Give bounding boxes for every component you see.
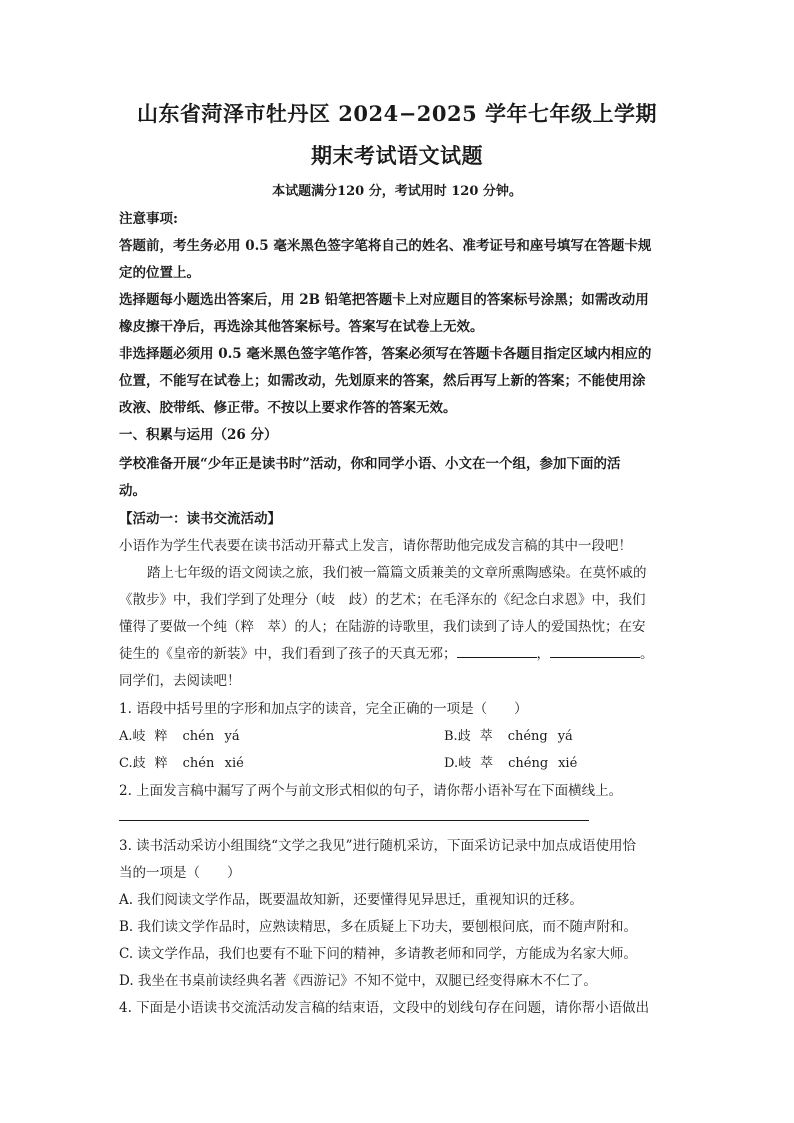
intro-line: 学校准备开展“少年正是读书时”活动，你和同学小语、小文在一个组，参加下面的活 — [119, 456, 621, 472]
speech-line: 《散步》中，我们学到了处理分（岐 歧）的艺术；在毛泽东的《纪念白求恩》中，我们 — [119, 592, 646, 608]
notice-line: 非选择题必须用 0.5 毫米黑色签字笔作答，答案必须写在答题卡各题目指定区域内相应的 — [119, 346, 652, 362]
activity-intro: 小语作为学生代表要在读书活动开幕式上发言，请你帮助他完成发言稿的其中一段吧！ — [119, 538, 632, 554]
q3-option-d[interactable]: D. 我坐在书桌前读经典名著《西游记》不知不觉中，双腿已经变得麻木不仁了。 — [119, 973, 597, 989]
speech-line: 懂得了要做一个纯（粹 萃）的人；在陆游的诗歌里，我们读到了诗人的爱国热忱；在安 — [119, 619, 646, 635]
notice-line: 改液、胶带纸、修正带。不按以上要求作答的答案无效。 — [119, 400, 457, 416]
notice-line: 答题前，考生务必用 0.5 毫米黑色签字笔将自己的姓名、准考证号和座号填写在答题卡规 — [119, 238, 652, 254]
section-heading: 一、积累与运用（26 分） — [119, 427, 278, 443]
fill-blank[interactable] — [457, 645, 537, 658]
q1-option-c[interactable]: C.歧 粹 chén xié — [119, 756, 244, 771]
activity-title: 【活动一：读书交流活动】 — [119, 511, 281, 527]
q3-option-a[interactable]: A. 我们阅读文学作品，既要温故知新，还要懂得见异思迁，重视知识的迁移。 — [119, 892, 583, 908]
exam-title-line2: 期末考试语文试题 — [311, 143, 483, 168]
speech-line: 同学们，去阅读吧！ — [119, 673, 241, 689]
q3-option-c[interactable]: C. 读文学作品，我们也要有不耻下问的精神，多请教老师和同学，方能成为名家大师。 — [119, 946, 637, 962]
q1-option-d[interactable]: D.岐 萃 chéng xié — [444, 756, 578, 771]
speech-text: 徒生的《皇帝的新装》中，我们看到了孩子的天真无邪； — [119, 646, 457, 662]
fill-blank[interactable] — [550, 645, 640, 658]
notice-line: 选择题每小题选出答案后，用 2B 铅笔把答题卡上对应题目的答案标号涂黑；如需改动用 — [119, 292, 649, 308]
question-1: 1. 语段中括号里的字形和加点字的读音，完全正确的一项是（ ） — [119, 701, 528, 717]
q3-option-b[interactable]: B. 我们读文学作品时，应熟读精思，多在质疑上下功夫，要刨根问底，而不随声附和。 — [119, 919, 638, 935]
notice-header: 注意事项: — [119, 211, 178, 227]
punct: 。 — [640, 646, 654, 662]
q1-option-b[interactable]: B.歧 萃 chéng yá — [444, 729, 573, 744]
notice-line: 定的位置上。 — [119, 265, 200, 281]
question-4: 4. 下面是小语读书交流活动发言稿的结束语，文段中的划线句存在问题，请你帮小语做出 — [119, 1000, 650, 1016]
speech-line-with-blanks — [119, 642, 654, 662]
answer-line[interactable] — [119, 820, 589, 821]
question-3: 3. 读书活动采访小组围绕“文学之我见”进行随机采访，下面采访记录中加点成语使用恰 — [119, 838, 636, 854]
exam-title-line1: 山东省菏泽市牡丹区 2024−2025 学年七年级上学期 — [136, 101, 658, 126]
punct: ， — [536, 646, 550, 662]
question-3: 当的一项是（ ） — [119, 865, 241, 881]
question-2: 2. 上面发言稿中漏写了两个与前文形式相似的句子，请你帮小语补写在下面横线上。 — [119, 783, 623, 799]
notice-line: 位置，不能写在试卷上；如需改动，先划原来的答案，然后再写上新的答案；不能使用涂 — [119, 373, 646, 389]
exam-subtitle: 本试题满分120 分，考试用时 120 分钟。 — [272, 184, 522, 199]
notice-line: 橡皮擦干净后，再选涂其他答案标号。答案写在试卷上无效。 — [119, 319, 484, 335]
intro-line: 动。 — [119, 483, 146, 499]
q1-option-a[interactable]: A.岐 粹 chén yá — [119, 729, 240, 744]
speech-line: 踏上七年级的语文阅读之旅，我们被一篇篇文质兼美的文章所熏陶感染。在莫怀戚的 — [147, 565, 647, 581]
